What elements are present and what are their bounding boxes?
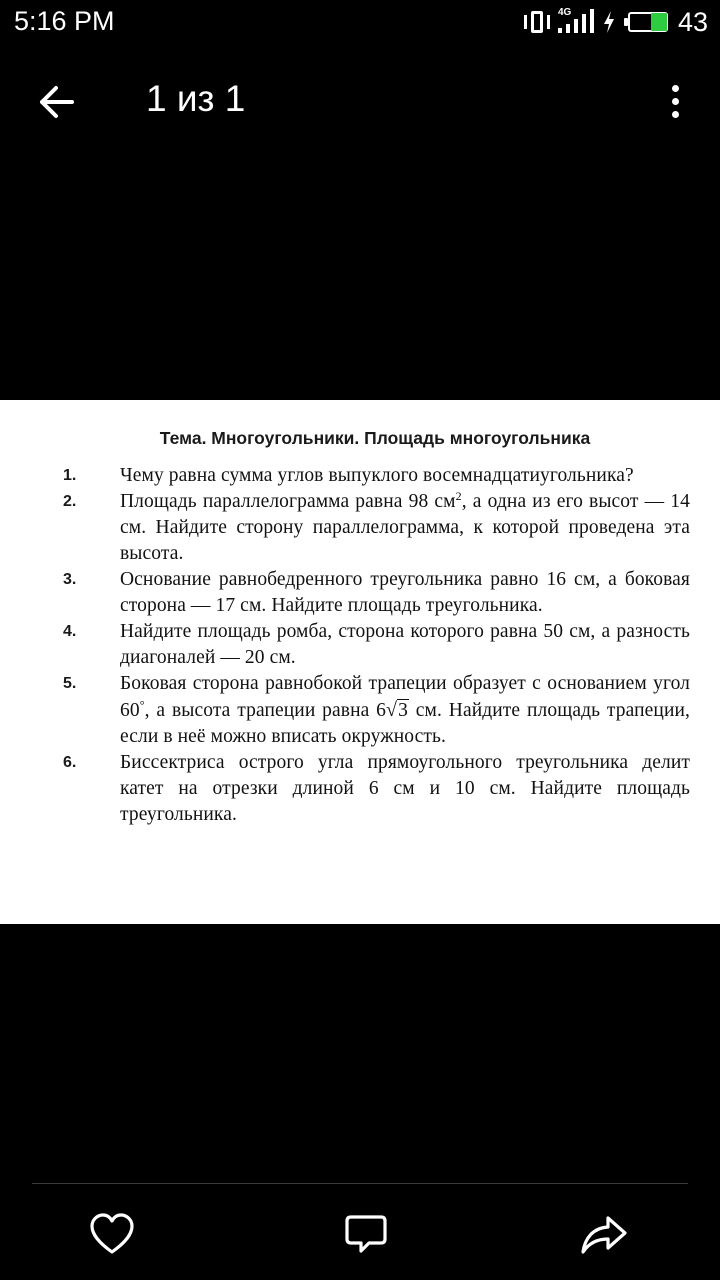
problem-number: 1. — [63, 467, 77, 484]
status-bar — [0, 0, 720, 44]
problem-item — [0, 489, 720, 567]
vibrate-icon — [524, 10, 550, 34]
problem-text: Основание равнобедренного треугольника равно 16 см, а боковая сторона — 17 см. Найдите площадь треугольника. — [120, 569, 690, 616]
bottom-action-bar — [0, 1184, 720, 1280]
problem-number: 4. — [63, 623, 77, 640]
problem-text-part: , а одна из его высот — 14 см. Найдите сторону параллелограмма, к которой проведена эта высота. — [120, 491, 690, 564]
app-bar — [0, 58, 720, 146]
problem-text — [120, 671, 690, 750]
problem-text-part: Боковая сторона равнобокой трапеции образует с основанием угол 60 — [120, 673, 690, 721]
problem-item — [0, 463, 720, 489]
battery-icon — [624, 10, 670, 34]
problem-number: 2. — [63, 493, 77, 510]
more-vertical-icon — [672, 85, 679, 92]
sqrt-radicand: 3 — [398, 700, 408, 721]
share-button[interactable] — [580, 1212, 628, 1256]
status-time: 5:16 PM — [14, 6, 115, 36]
comment-icon — [342, 1212, 390, 1256]
battery-fill — [651, 13, 667, 31]
problem-text: Найдите площадь ромба, сторона которого равна 50 см, а разность диагоналей — 20 см. — [120, 621, 690, 668]
battery-level: 43 — [677, 6, 708, 37]
network-type: 4G — [557, 7, 572, 18]
problem-list — [0, 463, 720, 828]
charging-bolt-icon — [602, 10, 616, 34]
problem-text-part: Площадь параллелограмма равна 98 см — [120, 491, 456, 512]
status-icons — [524, 8, 708, 36]
page-indicator: 1 из 1 — [146, 78, 246, 119]
problem-number: 5. — [63, 675, 77, 692]
more-options-button[interactable] — [660, 82, 692, 122]
degree-sign: ° — [139, 698, 145, 712]
signal-icon — [558, 9, 594, 35]
heart-icon — [88, 1212, 136, 1256]
arrow-left-icon — [30, 78, 82, 126]
problem-item — [0, 750, 720, 828]
problem-item — [0, 619, 720, 671]
superscript: 2 — [455, 489, 462, 503]
document-title: Тема. Многоугольники. Площадь многоугольника — [159, 428, 591, 448]
share-icon — [580, 1212, 628, 1256]
problem-text-part: см. Найдите площадь трапеции, если в неё можно вписать окружность. — [120, 700, 690, 747]
problem-text-part: , а высота трапеции равна 6 — [144, 700, 387, 721]
comment-button[interactable] — [342, 1212, 390, 1256]
problem-text: Биссектриса острого угла прямоугольного треугольника делит катет на отрезки длиной 6 см и 10 см. Найдите площадь треугольника. — [120, 752, 690, 825]
problem-number: 3. — [63, 571, 77, 588]
problem-item — [0, 567, 720, 619]
problem-item — [0, 671, 720, 750]
document-page[interactable] — [0, 400, 720, 924]
problem-text — [120, 489, 690, 567]
problem-number: 6. — [63, 754, 77, 771]
like-button[interactable] — [88, 1212, 136, 1256]
square-root: √3 — [386, 699, 408, 721]
back-button[interactable] — [30, 78, 82, 126]
problem-text: Чему равна сумма углов выпуклого восемнадцатиугольника? — [120, 465, 634, 486]
